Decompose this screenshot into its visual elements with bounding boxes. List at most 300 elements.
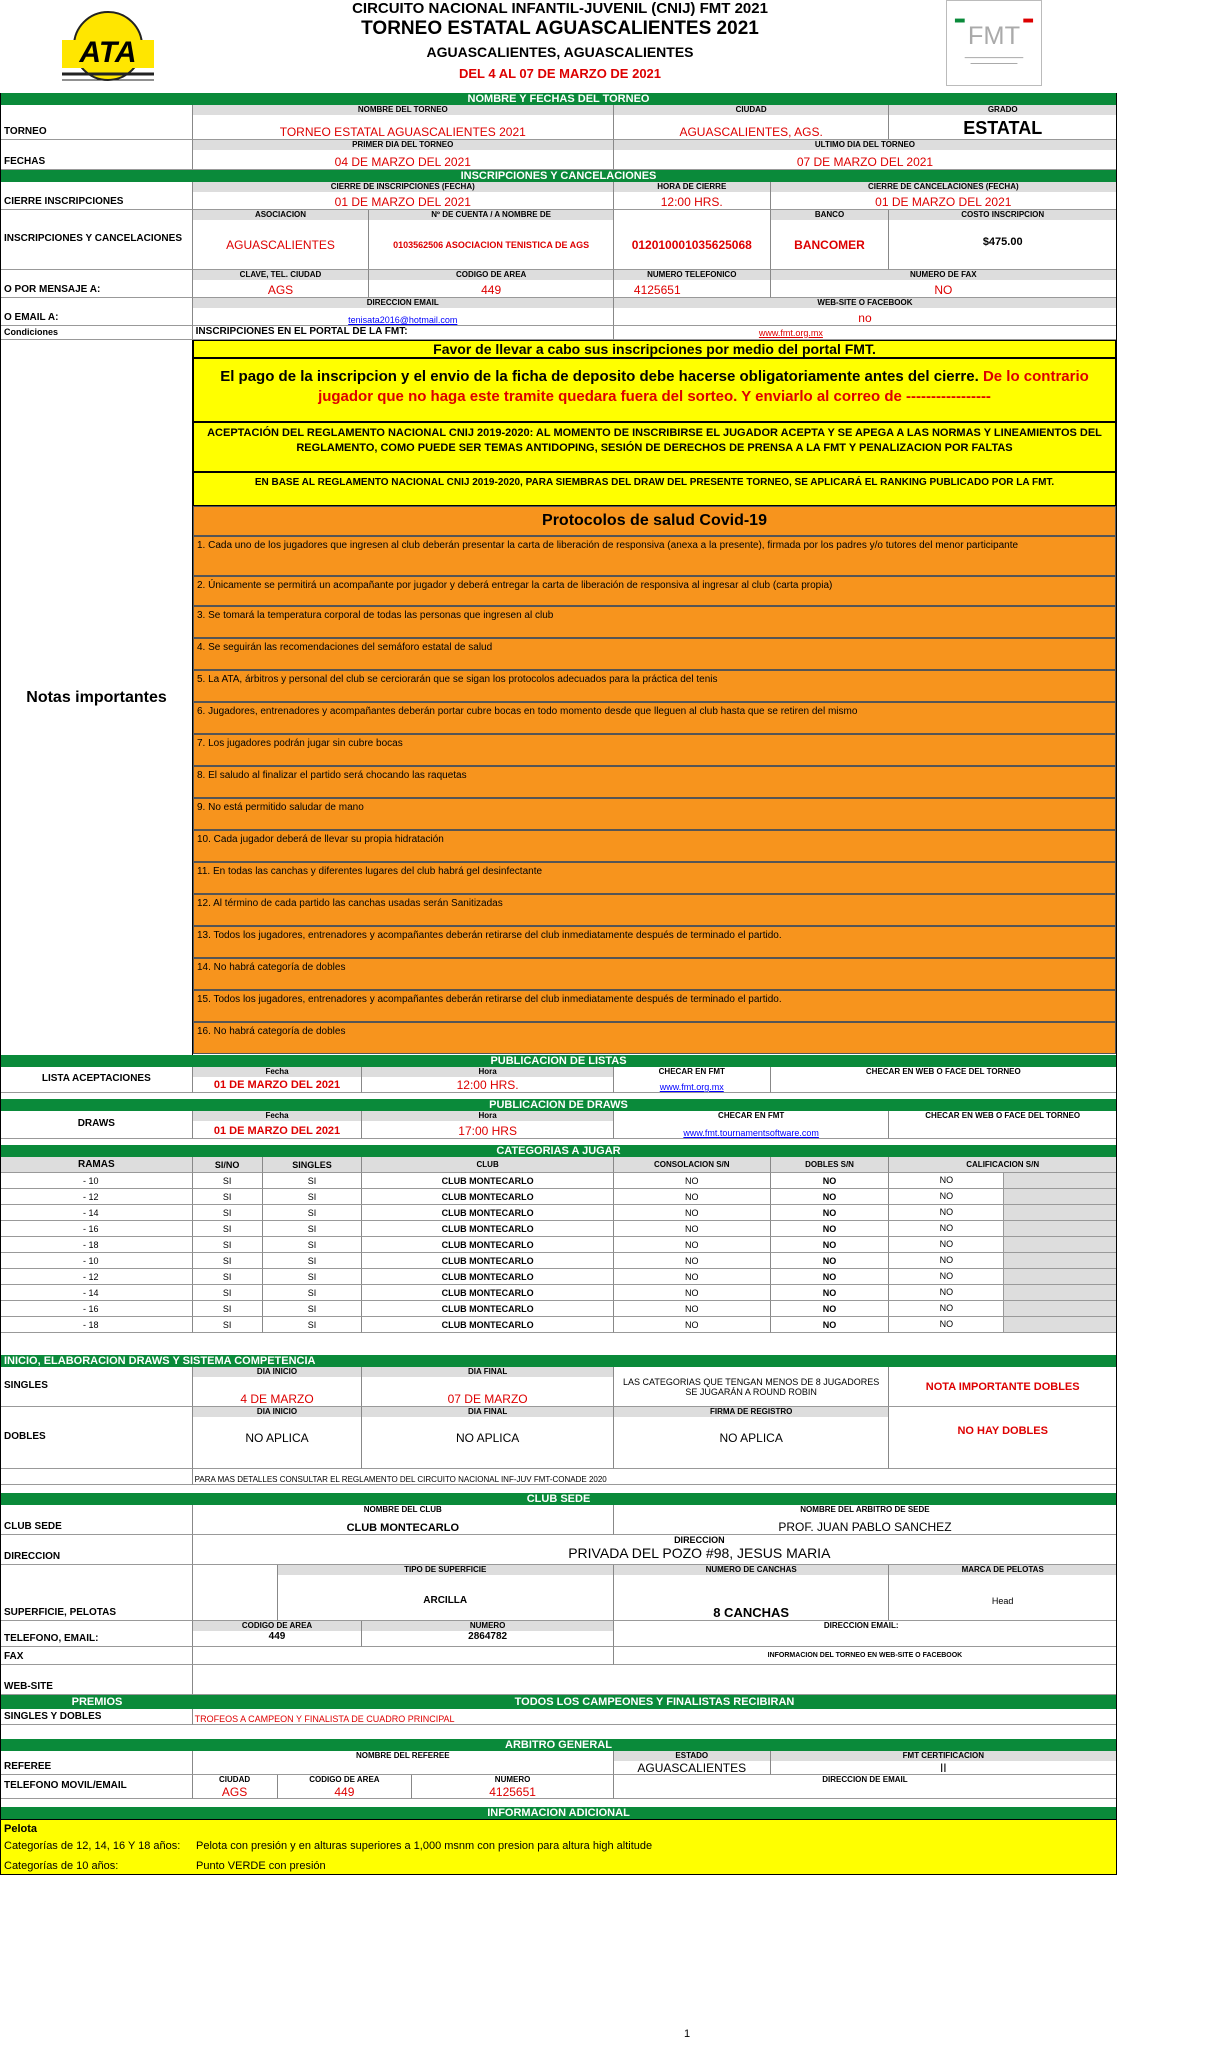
categoria-calif: NO	[889, 1269, 1004, 1284]
cancel-fecha: 01 DE MARZO DEL 2021	[875, 195, 1012, 209]
categoria-con: NO	[685, 1287, 699, 1298]
categoria-club: CLUB MONTECARLO	[441, 1319, 534, 1330]
categoria-dob: NO	[822, 1271, 837, 1282]
categoria-row	[0, 1173, 1117, 1189]
h-firma: FIRMA DE REGISTRO	[614, 1407, 889, 1417]
categoria-sg: SI	[307, 1271, 317, 1282]
draws-web-empty	[889, 1128, 1116, 1138]
categoria-row	[0, 1237, 1117, 1253]
categoria-row	[0, 1205, 1117, 1221]
pago-black: El pago de la inscripcion y el envio de la ficha de deposito debe hacerse obligatoriamente antes del cierre.	[220, 368, 979, 385]
categoria-cell	[614, 1173, 771, 1189]
h-referee: NOMBRE DEL REFEREE	[193, 1751, 613, 1761]
categoria-rama: - 14	[83, 1207, 99, 1218]
web-sede-value	[193, 1665, 1116, 1695]
categoria-calif: NO	[889, 1205, 1004, 1220]
h-draws-web: CHECAR EN WEB O FACE DEL TORNEO	[889, 1111, 1116, 1121]
notas-label: Notas importantes	[1, 340, 193, 1055]
h-ini-dobles: DIA INICIO	[193, 1407, 362, 1417]
categoria-cell	[263, 1205, 363, 1221]
categoria-sg: SI	[307, 1175, 317, 1186]
notes-block	[0, 340, 1117, 1055]
categoria-calif: NO	[889, 1221, 1004, 1236]
categoria-dob: NO	[822, 1191, 837, 1202]
h-cierre: CIERRE DE INSCRIPCIONES (FECHA)	[193, 182, 613, 192]
protocol-item: 8. El saludo al finalizar el partido será chocando las raquetas	[193, 766, 1116, 798]
h-draws-fecha: Fecha	[193, 1111, 362, 1121]
categoria-s: SI	[222, 1303, 232, 1314]
categoria-cell	[193, 1237, 263, 1253]
premios-text: TROFEOS A CAMPEON Y FINALISTA DE CUADRO PRINCIPAL	[194, 1714, 455, 1724]
asociacion: AGUASCALIENTES	[226, 238, 335, 252]
spacer	[0, 1725, 1117, 1739]
h-email-sede: DIRECCION EMAIL:	[614, 1621, 1116, 1631]
superficie-label: SUPERFICIE, PELOTAS	[4, 1607, 117, 1618]
h-nombre-torneo: NOMBRE DEL TORNEO	[193, 105, 613, 115]
categoria-dob: NO	[822, 1255, 837, 1266]
info-v1: Pelota con presión y en alturas superiores a 1,000 msnm con presion para altura high altitude	[196, 1840, 653, 1852]
listas-fmt[interactable]: www.fmt.org.mx	[659, 1082, 724, 1092]
section-premios: PREMIOS	[1, 1695, 193, 1709]
telefono: 4125651	[633, 283, 681, 297]
categoria-cell	[1, 1269, 193, 1285]
club-sede-label: CLUB SEDE	[4, 1521, 62, 1532]
section-info: INFORMACION ADICIONAL	[0, 1807, 1117, 1819]
fechas-label: FECHAS	[4, 156, 46, 167]
categoria-cell	[614, 1189, 771, 1205]
categoria-s: SI	[222, 1191, 232, 1202]
categoria-cell	[263, 1285, 363, 1301]
categoria-cell	[889, 1285, 1116, 1301]
h-cert: FMT CERTIFICACION	[771, 1751, 1116, 1761]
h-banco: BANCO	[771, 210, 889, 220]
categoria-cell	[263, 1237, 363, 1253]
categoria-cell	[193, 1205, 263, 1221]
section-draws: PUBLICACION DE DRAWS	[0, 1099, 1117, 1111]
info-web: INFORMACION DEL TORNEO EN WEB-SITE O FACEBOOK	[614, 1651, 1116, 1661]
categoria-cell	[614, 1317, 771, 1333]
protocol-item: 14. No habrá categoría de dobles	[193, 958, 1116, 990]
h-primer-dia: PRIMER DIA DEL TORNEO	[193, 140, 613, 150]
h-listas-web: CHECAR EN WEB O FACE DEL TORNEO	[771, 1067, 1116, 1077]
categoria-cell	[193, 1253, 263, 1269]
direccion-label: DIRECCION	[4, 1551, 61, 1562]
categoria-rama: - 16	[83, 1223, 99, 1234]
protocol-item: 9. No está permitido saludar de mano	[193, 798, 1116, 830]
categoria-sg: SI	[307, 1239, 317, 1250]
torneo-grado: ESTATAL	[963, 118, 1043, 138]
categoria-cell	[362, 1317, 614, 1333]
h-clave: CLAVE, TEL. CIUDAD	[193, 270, 369, 280]
web-sede-label: WEB-SITE	[4, 1681, 53, 1692]
categoria-row	[0, 1253, 1117, 1269]
h-ref-email: DIRECCION DE EMAIL	[614, 1775, 1116, 1785]
detalles-text: PARA MAS DETALLES CONSULTAR EL REGLAMENTO DEL CIRCUITO NACIONAL INF-JUV FMT-CONADE 2020	[194, 1475, 607, 1484]
categoria-rama: - 10	[83, 1255, 99, 1266]
categoria-cell	[193, 1221, 263, 1237]
categoria-cell	[1, 1253, 193, 1269]
email-link[interactable]: tenisata2016@hotmail.com	[348, 315, 458, 325]
singles-label: SINGLES	[4, 1380, 48, 1391]
page-number: 1	[684, 2028, 691, 2040]
info-pelota: Pelota	[4, 1823, 38, 1835]
torneo-nombre: TORNEO ESTATAL AGUASCALIENTES 2021	[279, 125, 526, 139]
h-area-sede: CODIGO DE AREA	[193, 1621, 362, 1631]
categoria-cell	[193, 1317, 263, 1333]
info-block	[0, 1819, 1117, 1875]
h-club: CLUB	[476, 1160, 499, 1169]
protocol-item: 3. Se tomará la temperatura corporal de todas las personas que ingresen al club	[193, 606, 1116, 638]
categoria-cell	[771, 1221, 890, 1237]
categoria-cell	[362, 1205, 614, 1221]
h-estado: ESTADO	[614, 1751, 770, 1761]
estado: AGUASCALIENTES	[637, 1761, 747, 1775]
categoria-calif: NO	[889, 1189, 1004, 1204]
tel-sede-label: TELEFONO, EMAIL:	[4, 1633, 99, 1644]
h-dobles: DOBLES S/N	[805, 1160, 854, 1169]
nota-dobles: NOTA IMPORTANTE DOBLES	[925, 1380, 1080, 1393]
listas-hora: 12:00 HRS.	[456, 1078, 519, 1092]
round-robin-text: LAS CATEGORIAS QUE TENGAN MENOS DE 8 JUGADORES SE JUGARÁN A ROUND ROBIN	[623, 1376, 880, 1397]
categoria-cell	[263, 1173, 363, 1189]
categoria-sg: SI	[307, 1191, 317, 1202]
h-direccion: DIRECCION	[193, 1535, 1116, 1545]
categoria-cell	[614, 1269, 771, 1285]
categoria-rama: - 10	[83, 1175, 99, 1186]
categoria-row	[0, 1221, 1117, 1237]
categoria-row	[0, 1285, 1117, 1301]
h-numero-sede: NUMERO	[362, 1621, 613, 1631]
categoria-cell	[771, 1285, 890, 1301]
singles-inicio: 4 DE MARZO	[240, 1392, 314, 1406]
h-area: CODIGO DE AREA	[369, 270, 613, 280]
categoria-cell	[193, 1173, 263, 1189]
protocol-item: 15. Todos los jugadores, entrenadores y acompañantes deberán retirarse del club inmediatamente después de terminado el partido.	[193, 990, 1116, 1022]
categoria-cell	[1, 1301, 193, 1317]
categoria-cell	[362, 1189, 614, 1205]
categoria-cell	[1, 1221, 193, 1237]
categoria-cell	[889, 1301, 1116, 1317]
categoria-s: SI	[222, 1271, 232, 1282]
ref-numero: 4125651	[489, 1785, 536, 1799]
msg-label: O POR MENSAJE A:	[4, 284, 101, 295]
categoria-cell	[889, 1253, 1116, 1269]
numero-sede: 2864782	[468, 1631, 508, 1642]
protocol-item: 10. Cada jugador deberá de llevar su propia hidratación	[193, 830, 1116, 862]
ref-ciudad: AGS	[221, 1785, 248, 1799]
protocol-item: 5. La ATA, árbitros y personal del club se cerciorarán que se sigan los protocolos adecuados para la práctica del tenis	[193, 670, 1116, 702]
categorias-table	[0, 1173, 1117, 1333]
section-torneo: NOMBRE Y FECHAS DEL TORNEO	[0, 93, 1117, 105]
categoria-club: CLUB MONTECARLO	[441, 1207, 534, 1218]
categoria-cell	[771, 1189, 890, 1205]
categoria-rama: - 18	[83, 1239, 99, 1250]
cuenta-numero: 012010001035625068	[631, 238, 752, 252]
cierre-hora: 12:00 HRS.	[660, 195, 723, 209]
draws-label: DRAWS	[77, 1118, 115, 1129]
categoria-cell	[889, 1269, 1116, 1285]
categoria-cell	[771, 1173, 890, 1189]
categoria-club: CLUB MONTECARLO	[441, 1191, 534, 1202]
web: no	[858, 311, 872, 325]
categoria-row	[0, 1269, 1117, 1285]
info-l1: Categorías de 12, 14, 16 Y 18 años:	[4, 1840, 181, 1852]
ata-logo	[58, 10, 158, 88]
no-hay-dobles: NO HAY DOBLES	[957, 1424, 1048, 1437]
categoria-rama: - 14	[83, 1287, 99, 1298]
h-num-canchas: NUMERO DE CANCHAS	[614, 1565, 889, 1575]
categoria-cell	[193, 1189, 263, 1205]
h-consol: CONSOLACION S/N	[653, 1160, 730, 1169]
categoria-sg: SI	[307, 1303, 317, 1314]
categoria-dob: NO	[822, 1223, 837, 1234]
categoria-cell	[614, 1285, 771, 1301]
h-listas-hora: Hora	[362, 1067, 613, 1077]
cierre-fecha: 01 DE MARZO DEL 2021	[334, 195, 471, 209]
categoria-rama: - 18	[83, 1319, 99, 1330]
categoria-cell	[362, 1285, 614, 1301]
categoria-calif: NO	[889, 1237, 1004, 1252]
h-sino: SI/NO	[214, 1159, 240, 1170]
h-draws-hora: Hora	[362, 1111, 613, 1121]
categoria-cell	[362, 1237, 614, 1253]
fax-sede-value	[193, 1647, 614, 1665]
calif-gray	[1004, 1253, 1116, 1268]
categoria-cell	[771, 1301, 890, 1317]
h-ultimo-dia: ULTIMO DIA DEL TORNEO	[614, 140, 1116, 150]
costo: $475.00	[982, 236, 1023, 248]
h-fin-dobles: DIA FINAL	[362, 1407, 613, 1417]
categoria-cell	[614, 1301, 771, 1317]
h-singles: SINGLES	[292, 1159, 332, 1170]
categoria-cell	[263, 1189, 363, 1205]
section-listas: PUBLICACION DE LISTAS	[0, 1055, 1117, 1067]
categoria-dob: NO	[822, 1303, 837, 1314]
protocol-item: 2. Únicamente se permitirá un acompañante por jugador y deberá entregar la carta de liberación de responsiva al ingresar al club (carta propia)	[193, 576, 1116, 606]
categoria-row	[0, 1317, 1117, 1333]
categoria-sg: SI	[307, 1223, 317, 1234]
categoria-cell	[362, 1269, 614, 1285]
categoria-s: SI	[222, 1207, 232, 1218]
tel-ref-label: TELEFONO MOVIL/EMAIL	[4, 1780, 127, 1791]
h-marca: MARCA DE PELOTAS	[889, 1565, 1116, 1575]
h-hora-cierre: HORA DE CIERRE	[614, 182, 770, 192]
draws-hora: 17:00 HRS	[458, 1124, 517, 1138]
categoria-s: SI	[222, 1287, 232, 1298]
categoria-club: CLUB MONTECARLO	[441, 1287, 534, 1298]
draws-fmt[interactable]: www.fmt.tournamentsoftware.com	[683, 1128, 819, 1138]
pago-red: De lo contrario jugador que no haga este tramite quedara fuera del sorteo. Y enviarlo al correo de -----------------	[318, 368, 1089, 405]
detalles-spacer	[1, 1469, 193, 1485]
num-canchas: 8 CANCHAS	[713, 1605, 790, 1620]
categoria-cell	[889, 1317, 1116, 1333]
categoria-row	[0, 1189, 1117, 1205]
categoria-cell	[263, 1269, 363, 1285]
calif-gray	[1004, 1189, 1116, 1204]
favor-text: Favor de llevar a cabo sus inscripciones por medio del portal FMT.	[193, 340, 1116, 358]
categoria-dob: NO	[822, 1287, 837, 1298]
categoria-s: SI	[222, 1255, 232, 1266]
categoria-cell	[263, 1221, 363, 1237]
draws-fecha: 01 DE MARZO DEL 2021	[213, 1125, 341, 1137]
na-1: NO APLICA	[245, 1431, 309, 1445]
banco: BANCOMER	[794, 238, 865, 252]
categoria-cell	[1, 1205, 193, 1221]
h-draws-fmt: CHECAR EN FMT	[614, 1111, 889, 1121]
pago-text	[193, 358, 1116, 422]
h-arbitro-sede: NOMBRE DEL ARBITRO DE SEDE	[614, 1505, 1116, 1515]
categoria-cell	[1, 1237, 193, 1253]
h-ini: DIA INICIO	[193, 1367, 362, 1377]
calif-gray	[1004, 1317, 1116, 1332]
categoria-cell	[889, 1173, 1116, 1189]
calif-gray	[1004, 1269, 1116, 1284]
categoria-cell	[193, 1301, 263, 1317]
torneo-label: TORNEO	[4, 126, 47, 137]
torneo-ciudad: AGUASCALIENTES, AGS.	[679, 125, 823, 139]
cert: II	[939, 1761, 947, 1775]
categoria-cell	[771, 1317, 890, 1333]
categoria-rama: - 16	[83, 1303, 99, 1314]
protocol-item: 1. Cada uno de los jugadores que ingresen al club deberán presentar la carta de liberación de responsiva (anexa a la presente), firmada por los padres y/o tutores del menor participante	[193, 536, 1116, 576]
h-web: WEB-SITE O FACEBOOK	[614, 298, 1116, 308]
categoria-con: NO	[685, 1239, 699, 1250]
area-sede: 449	[268, 1631, 286, 1642]
categoria-cell	[771, 1237, 890, 1253]
info-l2: Categorías de 10 años:	[4, 1860, 119, 1872]
siembras-text: EN BASE AL REGLAMENTO NACIONAL CNIJ 2019-2020, PARA SIEMBRAS DEL DRAW DEL PRESENTE TORNEO, SE APLICARÁ EL RANKING PUBLICADO POR LA FMT.	[193, 472, 1116, 506]
categoria-cell	[193, 1285, 263, 1301]
categoria-cell	[263, 1301, 363, 1317]
protocol-item: 16. No habrá categoría de dobles	[193, 1022, 1116, 1054]
premios-right: TODOS LOS CAMPEONES Y FINALISTAS RECIBIRAN	[193, 1695, 1116, 1709]
categoria-club: CLUB MONTECARLO	[441, 1255, 534, 1266]
categoria-s: SI	[222, 1175, 232, 1186]
h-cuenta: Nº DE CUENTA / A NOMBRE DE	[369, 210, 613, 220]
section-inicio: INICIO, ELABORACION DRAWS Y SISTEMA COMPETENCIA	[0, 1355, 1117, 1367]
categoria-calif: NO	[889, 1173, 1004, 1188]
h-ramas: RAMAS	[77, 1159, 115, 1170]
categoria-sg: SI	[307, 1287, 317, 1298]
categoria-cell	[889, 1205, 1116, 1221]
h-costo: COSTO INSCRIPCION	[889, 210, 1116, 220]
ata-logo-text: ATA	[79, 36, 137, 69]
listas-label: LISTA ACEPTACIONES	[41, 1073, 151, 1084]
categoria-club: CLUB MONTECARLO	[441, 1303, 534, 1314]
categoria-row	[0, 1301, 1117, 1317]
cond-link[interactable]: www.fmt.org.mx	[758, 327, 823, 338]
section-sede: CLUB SEDE	[0, 1493, 1117, 1505]
club-nombre: CLUB MONTECARLO	[346, 1522, 459, 1534]
categoria-sg: SI	[307, 1319, 317, 1330]
categoria-cell	[362, 1301, 614, 1317]
categoria-con: NO	[685, 1223, 699, 1234]
protocol-item: 11. En todas las canchas y diferentes lugares del club habrá gel desinfectante	[193, 862, 1116, 894]
categoria-club: CLUB MONTECARLO	[441, 1271, 534, 1282]
calif-gray	[1004, 1205, 1116, 1220]
ic-label: INSCRIPCIONES Y CANCELACIONES	[4, 233, 182, 244]
categoria-cell	[771, 1205, 890, 1221]
cuenta-nombre: 0103562506 ASOCIACION TENISTICA DE AGS	[393, 240, 590, 250]
categoria-con: NO	[685, 1191, 699, 1202]
header-line4: DEL 4 AL 07 DE MARZO DE 2021	[458, 66, 662, 81]
categoria-cell	[362, 1173, 614, 1189]
ref-area: 449	[334, 1785, 355, 1799]
header-line1: CIRCUITO NACIONAL INFANTIL-JUVENIL (CNIJ) FMT 2021	[352, 0, 768, 17]
h-ref-numero: NUMERO	[412, 1775, 613, 1785]
categoria-cell	[614, 1253, 771, 1269]
categoria-dob: NO	[822, 1207, 837, 1218]
h-listas-fecha: Fecha	[193, 1067, 362, 1077]
categoria-calif: NO	[889, 1285, 1004, 1300]
fmt-logo	[946, 0, 1042, 86]
categoria-s: SI	[222, 1319, 232, 1330]
h-fax: NUMERO DE FAX	[771, 270, 1116, 280]
header-line2: TORNEO ESTATAL AGUASCALIENTES 2021	[361, 18, 759, 39]
area: 449	[481, 283, 502, 297]
categoria-s: SI	[222, 1239, 232, 1250]
categoria-dob: NO	[822, 1319, 837, 1330]
categoria-cell	[193, 1269, 263, 1285]
categoria-sg: SI	[307, 1255, 317, 1266]
categoria-con: NO	[685, 1207, 699, 1218]
categoria-cell	[889, 1221, 1116, 1237]
categoria-calif: NO	[889, 1301, 1004, 1316]
na-3: NO APLICA	[719, 1431, 783, 1445]
protocol-item: 13. Todos los jugadores, entrenadores y acompañantes deberán retirarse del club inmediatamente después de terminado el partido.	[193, 926, 1116, 958]
categoria-cell	[362, 1253, 614, 1269]
spacer	[0, 1485, 1117, 1493]
categoria-con: NO	[685, 1271, 699, 1282]
spacer	[0, 1799, 1117, 1807]
info-v2: Punto VERDE con presión	[196, 1860, 326, 1872]
calif-gray	[1004, 1237, 1116, 1252]
section-categorias: CATEGORIAS A JUGAR	[0, 1145, 1117, 1157]
protocol-item: 6. Jugadores, entrenadores y acompañantes deberán portar cubre bocas en todo momento desde que lleguen al club hasta que se retiren del mismo	[193, 702, 1116, 734]
categoria-con: NO	[685, 1303, 699, 1314]
fmt-logo-text: FMT	[967, 21, 1021, 50]
header	[0, 0, 1230, 92]
categoria-cell	[1, 1317, 193, 1333]
section-arbitro: ARBITRO GENERAL	[0, 1739, 1117, 1751]
categoria-calif: NO	[889, 1253, 1004, 1268]
categoria-cell	[614, 1205, 771, 1221]
cierre-label: CIERRE INSCRIPCIONES	[4, 196, 124, 207]
h-ref-ciudad: CIUDAD	[193, 1775, 277, 1785]
categoria-con: NO	[685, 1175, 699, 1186]
categoria-con: NO	[685, 1319, 699, 1330]
categoria-cell	[771, 1253, 890, 1269]
email-label: O EMAIL A:	[4, 312, 59, 323]
dobles-label: DOBLES	[4, 1431, 46, 1442]
na-2: NO APLICA	[455, 1431, 520, 1445]
h-superficie: TIPO DE SUPERFICIE	[278, 1565, 613, 1575]
singles-final: 07 DE MARZO	[447, 1392, 528, 1406]
categoria-cell	[1, 1173, 193, 1189]
superficie: ARCILLA	[423, 1595, 468, 1606]
categoria-cell	[614, 1237, 771, 1253]
form-sheet	[0, 93, 1117, 1875]
header-line3: AGUASCALIENTES, AGUASCALIENTES	[426, 44, 694, 60]
categoria-s: SI	[222, 1223, 232, 1234]
arbitro-sede: PROF. JUAN PABLO SANCHEZ	[778, 1520, 952, 1534]
h-ref-area: CODIGO DE AREA	[278, 1775, 412, 1785]
h-calif: CALIFICACION S/N	[966, 1160, 1040, 1169]
referee-nombre	[193, 1762, 613, 1774]
h-listas-fmt: CHECAR EN FMT	[614, 1067, 770, 1077]
cuenta-gap	[614, 210, 770, 220]
categoria-sg: SI	[307, 1207, 317, 1218]
